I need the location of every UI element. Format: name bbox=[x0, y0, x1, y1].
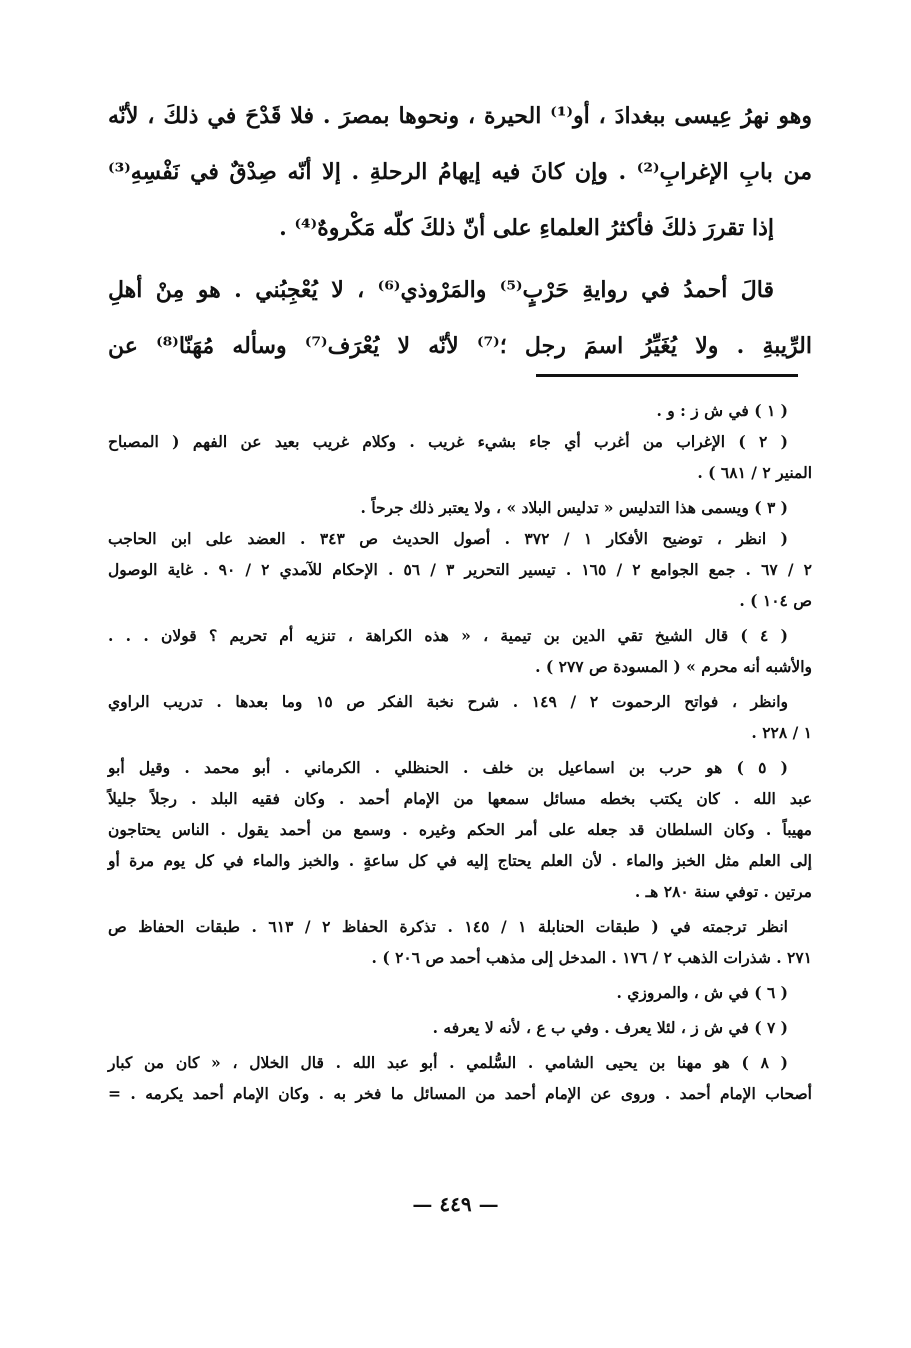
page-number: — ٤٤٩ — bbox=[412, 1192, 499, 1216]
footnote-line: المنير ٢ / ٦٨١ ) . bbox=[697, 463, 812, 482]
main-text-line: وهو نهرُ عِيسى ببغدادَ ، أو⁽¹⁾ الحيرة ، ونحوها بمصرَ . فلا قَدْحَ في ذلكَ ، لأنّه bbox=[108, 103, 812, 129]
footnote-line: ( ٨ ) هو مهنا بن يحيى الشامي . السُّلمي . أبو عبد الله . قال الخلال ، « كان من كبار bbox=[108, 1053, 789, 1072]
footnote-line: ( ٦ ) في ش ، والمروزي . bbox=[616, 983, 788, 1002]
footnote-line: عبد الله . كان يكتب بخطه مسائل سمعها من الإمام أحمد . وكان فقيه البلد . رجلاً جليلاً bbox=[108, 789, 812, 808]
footnote-line: ١ / ٢٢٨ . bbox=[751, 723, 812, 742]
footnote-line: ٢٧١ . شذرات الذهب ٢ / ١٧٦ . المدخل إلى مذهب أحمد ص ٢٠٦ ) . bbox=[371, 948, 812, 967]
footnote-line: ٢ / ٦٧ . جمع الجوامع ٢ / ١٦٥ . تيسير التحرير ٣ / ٥٦ . الإحكام للآمدي ٢ / ٩٠ . غاية الوصول bbox=[108, 560, 812, 579]
footnote-line: إلى العلم مثل الخبز والماء . لأن العلم يحتاج إليه في كل ساعةٍ . والخبز والماء في كل يوم مرة أو bbox=[108, 851, 812, 870]
footnote-line: ( ٥ ) هو حرب بن اسماعيل بن خلف . الحنظلي . الكرماني . أبو محمد . وقيل أبو bbox=[108, 758, 788, 777]
footnote-line: ( ٤ ) قال الشيخ تقي الدين بن تيمية ، « هذه الكراهة ، تنزيه أم تحريم ؟ قولان . . . bbox=[108, 626, 788, 645]
footnote-line: ( انظر ، توضيح الأفكار ١ / ٣٧٢ . أصول الحديث ص ٣٤٣ . العضد على ابن الحاجب bbox=[108, 529, 788, 548]
footnote-line: والأشبه أنه محرم » ( المسودة ص ٢٧٧ ) . bbox=[535, 657, 812, 676]
footnote-line: ( ١ ) في ش ز : و . bbox=[656, 401, 788, 420]
footnote-line: وانظر ، فواتح الرحموت ٢ / ١٤٩ . شرح نخبة الفكر ص ١٥ وما بعدها . تدريب الراوي bbox=[108, 692, 788, 711]
main-text-block bbox=[108, 88, 812, 374]
footnote-separator bbox=[536, 374, 798, 377]
footnote-line: مهيباً . وكان السلطان قد جعله على أمر الحكم وغيره . وسمع من أحمد يقول . الناس يحتاجون bbox=[108, 820, 812, 839]
footnotes-block bbox=[108, 395, 812, 1109]
footnote-line: ( ٢ ) الإغراب من أغرب أي جاء بشيء غريب . وكلام غريب بعيد عن الفهم ( المصباح bbox=[108, 432, 788, 451]
footnote-line: ص ١٠٤ ) . bbox=[739, 591, 812, 610]
footnote-line: ( ٣ ) ويسمى هذا التدليس « تدليس البلاد » ، ولا يعتبر ذلك جرحاً . bbox=[360, 498, 788, 517]
footnote-line: أصحاب الإمام أحمد . وروى عن الإمام أحمد من المسائل ما فخر به . وكان الإمام أحمد يكرمه . = bbox=[108, 1084, 812, 1103]
footnote-line: ( ٧ ) في ش ز ، لئلا يعرف . وفي ب ع ، لأنه لا يعرفه . bbox=[432, 1018, 788, 1037]
main-text-line: إذا تقررَ ذلكَ فأكثرُ العلماءِ على أنّ ذلكَ كلّه مَكْروهٌ⁽⁴⁾ . bbox=[279, 215, 774, 241]
footnote-line: مرتين . توفي سنة ٢٨٠ هـ . bbox=[634, 882, 812, 901]
footnote-line: انظر ترجمته في ( طبقات الحنابلة ١ / ١٤٥ . تذكرة الحفاظ ٢ / ٦١٣ . طبقات الحفاظ ص bbox=[108, 917, 788, 936]
main-text-line: الرِّيبةِ . ولا يُغَيِّرُ اسمَ رجل ؛⁽⁷⁾ لأنّه لا يُعْرَف⁽⁷⁾ وسأله مُهَنّا⁽⁸⁾ عن bbox=[108, 333, 812, 359]
main-text-line: من بابِ الإغرابِ⁽²⁾ . وإن كانَ فيه إيهامُ الرحلةِ . إلا أنّه صِدْقٌ في نَفْسِهِ⁽³⁾ bbox=[108, 159, 812, 185]
main-text-line: قالَ أحمدُ في روايةِ حَرْبٍ⁽⁵⁾ والمَرْوذي⁽⁶⁾ ، لا يُعْجِبُني . هو مِنْ أهلِ bbox=[108, 277, 775, 303]
